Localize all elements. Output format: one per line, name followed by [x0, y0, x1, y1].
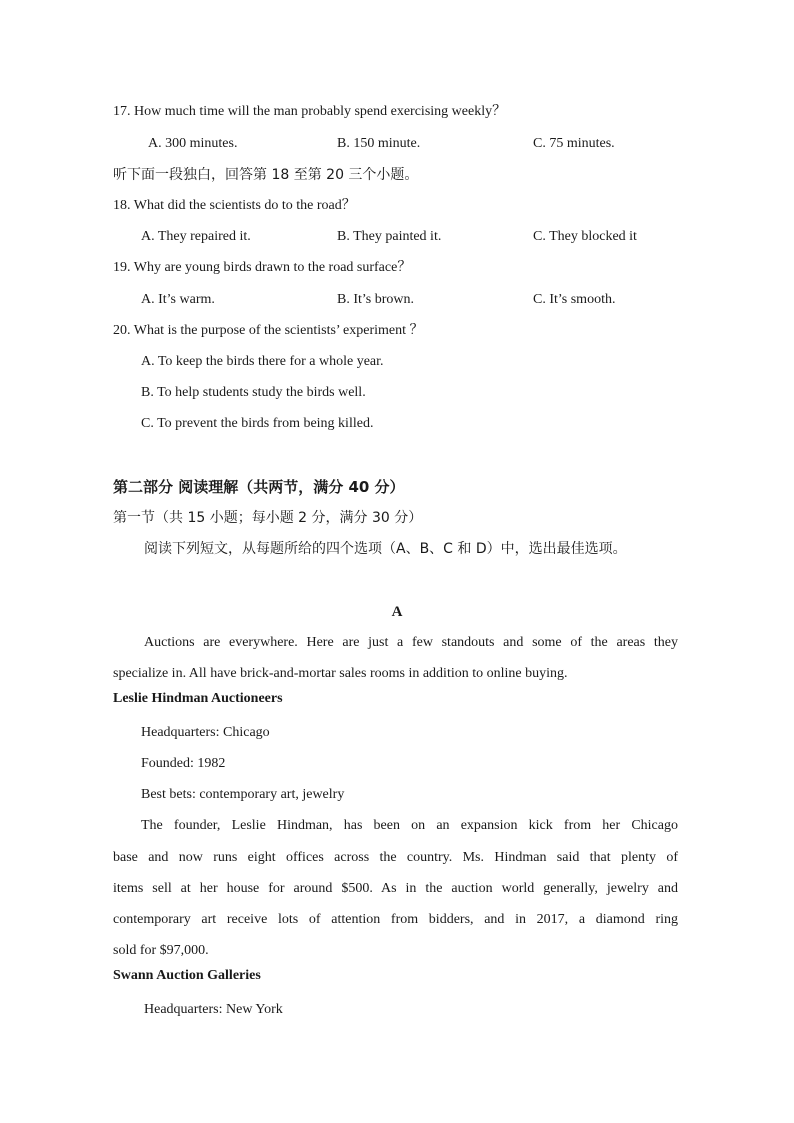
q20-option-b: B. To help students study the birds well.: [141, 385, 366, 400]
q17-option-a: A. 300 minutes.: [148, 136, 238, 151]
house-1-headquarters: Headquarters: Chicago: [141, 725, 270, 740]
q17-option-b: B. 150 minute.: [337, 136, 421, 151]
q18-option-c: C. They blocked it: [533, 229, 637, 244]
auction-house-1-name: Leslie Hindman Auctioneers: [113, 691, 283, 706]
house-1-paragraph-line: items sell at her house for around $500. As in the auction world generally, jewelry and: [113, 881, 678, 896]
question-18: 18. What did the scientists do to the road？: [113, 198, 356, 213]
section-title: 第一节（共 15 小题；每小题 2 分，满分 30 分）: [113, 510, 423, 526]
question-17: 17. How much time will the man probably spend exercising weekly？: [113, 104, 507, 119]
house-1-founded: Founded: 1982: [141, 756, 226, 771]
reading-instruction: 阅读下列短文，从每题所给的四个选项（A、B、C 和 D）中，选出最佳选项。: [144, 541, 627, 557]
intro-line-1: Auctions are everywhere. Here are just a few standouts and some of the areas they: [144, 635, 678, 650]
question-19: 19. Why are young birds drawn to the road surface？: [113, 260, 412, 275]
q20-option-a: A. To keep the birds there for a whole year.: [141, 354, 384, 369]
house-1-paragraph-line: base and now runs eight offices across the country. Ms. Hindman said that plenty of: [113, 850, 678, 865]
q19-option-b: B. It’s brown.: [337, 292, 414, 307]
q19-option-c: C. It’s smooth.: [533, 292, 616, 307]
q18-option-b: B. They painted it.: [337, 229, 442, 244]
intro-line-2: specialize in. All have brick-and-mortar sales rooms in addition to online buying.: [113, 666, 568, 681]
house-1-paragraph-line: contemporary art receive lots of attention from bidders, and in 2017, a diamond ring: [113, 912, 678, 927]
passage-label: A: [391, 604, 403, 620]
part-title: 第二部分 阅读理解（共两节，满分 40 分）: [113, 478, 405, 496]
auction-house-2-name: Swann Auction Galleries: [113, 968, 261, 983]
q19-option-a: A. It’s warm.: [141, 292, 215, 307]
house-1-paragraph-last: sold for $97,000.: [113, 943, 209, 958]
q17-option-c: C. 75 minutes.: [533, 136, 615, 151]
house-1-best-bets: Best bets: contemporary art, jewelry: [141, 787, 345, 802]
question-20: 20. What is the purpose of the scientists’ experiment ？: [113, 323, 424, 338]
q20-option-c: C. To prevent the birds from being killed.: [141, 416, 374, 431]
q18-option-a: A. They repaired it.: [141, 229, 251, 244]
house-2-headquarters: Headquarters: New York: [144, 1002, 283, 1017]
listening-section-instruction: 听下面一段独白，回答第 18 至第 20 三个小题。: [113, 167, 419, 183]
house-1-paragraph-line: The founder, Leslie Hindman, has been on an expansion kick from her Chicago: [141, 818, 678, 833]
